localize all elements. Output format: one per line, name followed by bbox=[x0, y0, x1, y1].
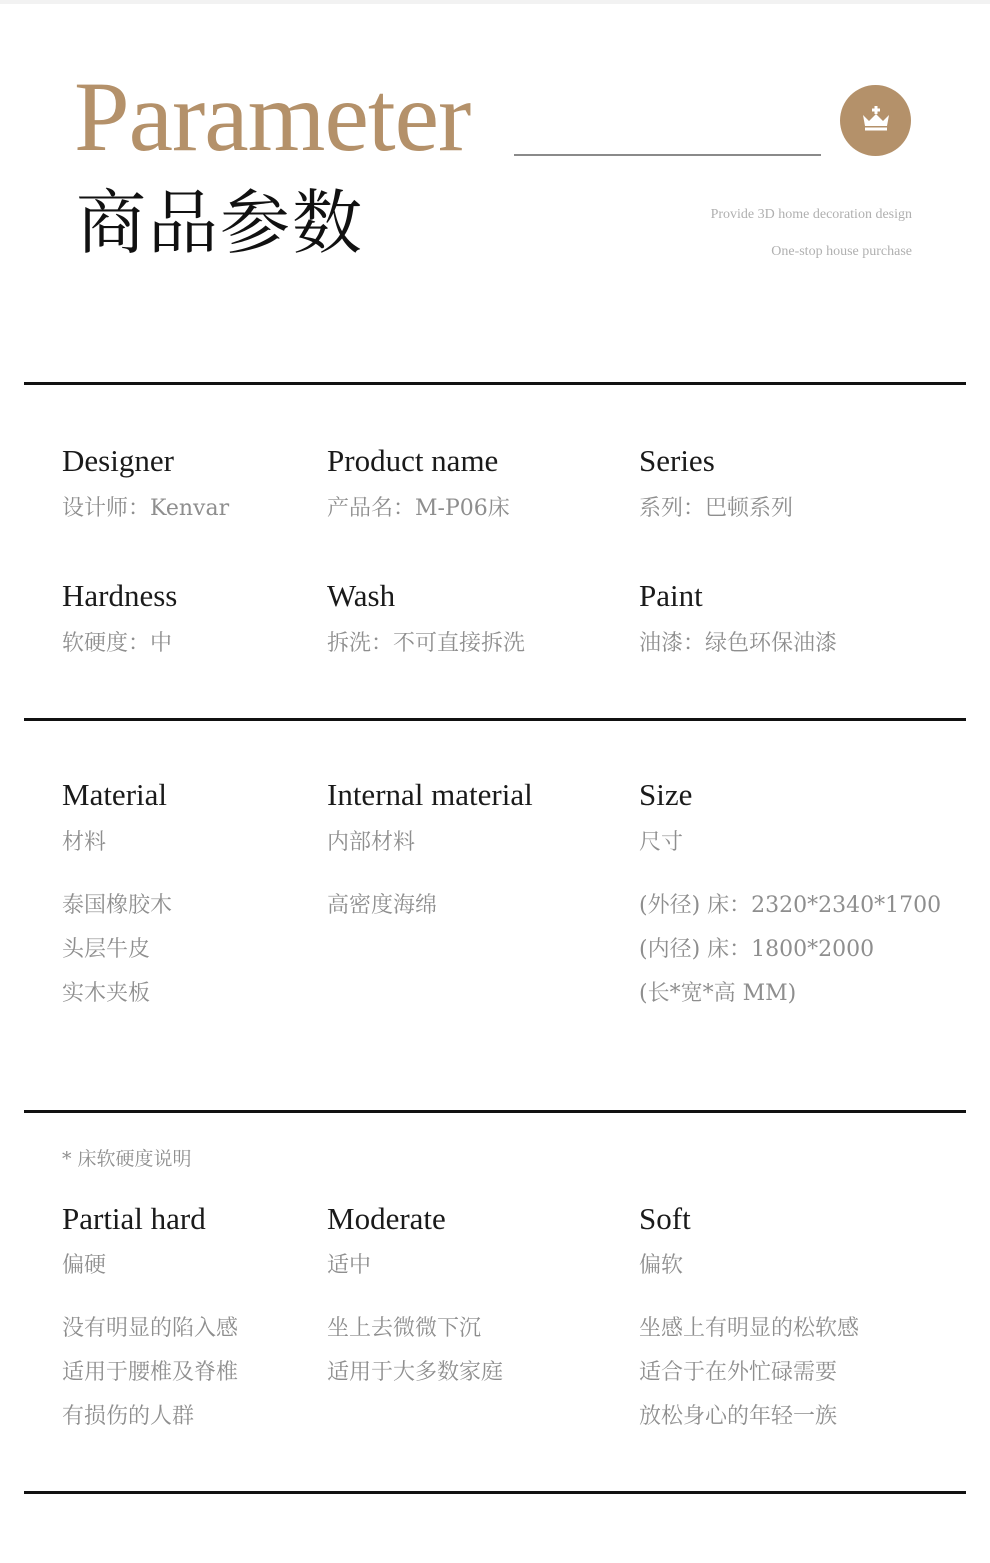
hardness-line: 放松身心的年轻一族 bbox=[639, 1404, 838, 1429]
hardness-level-lines bbox=[62, 1307, 238, 1439]
crown-icon bbox=[861, 106, 891, 136]
divider bbox=[24, 1110, 966, 1113]
internal-material-lines bbox=[327, 884, 437, 928]
param-value: 油漆：绿色环保油漆 bbox=[639, 631, 838, 656]
size-sub: 尺寸 bbox=[639, 830, 684, 855]
size-label: Size bbox=[639, 777, 693, 812]
hardness-line: 适合于在外忙碌需要 bbox=[639, 1360, 838, 1385]
hardness-note: * 床软硬度说明 bbox=[62, 1148, 192, 1170]
title-underline bbox=[514, 154, 821, 156]
hardness-level-label: Soft bbox=[639, 1201, 691, 1236]
param-label: Paint bbox=[639, 578, 703, 613]
param-label: Designer bbox=[62, 443, 174, 478]
hardness-level-sub: 偏软 bbox=[639, 1253, 684, 1278]
size-line: (外径) 床：2320*2340*1700 bbox=[639, 893, 942, 918]
hardness-level-sub: 适中 bbox=[327, 1253, 372, 1278]
page-title-english: Parameter bbox=[74, 61, 471, 172]
hardness-level-label: Moderate bbox=[327, 1201, 446, 1236]
internal-material-label: Internal material bbox=[327, 777, 533, 812]
param-value: 拆洗：不可直接拆洗 bbox=[327, 631, 526, 656]
hardness-line: 坐上去微微下沉 bbox=[327, 1316, 482, 1341]
size-line: (内径) 床：1800*2000 bbox=[639, 937, 875, 962]
param-label: Series bbox=[639, 443, 715, 478]
param-value: 系列：巴顿系列 bbox=[639, 496, 794, 521]
hardness-level-sub: 偏硬 bbox=[62, 1253, 107, 1278]
material-sub: 材料 bbox=[62, 830, 107, 855]
divider bbox=[24, 382, 966, 385]
top-strip bbox=[0, 0, 990, 4]
param-label: Hardness bbox=[62, 578, 178, 613]
hardness-level-lines bbox=[327, 1307, 503, 1395]
size-line: (长*宽*高 MM) bbox=[639, 981, 797, 1006]
hardness-level-lines bbox=[639, 1307, 859, 1439]
param-label: Product name bbox=[327, 443, 499, 478]
material-line: 高密度海绵 bbox=[327, 893, 438, 918]
param-value: 产品名：M-P06床 bbox=[327, 496, 510, 521]
hardness-line: 适用于腰椎及脊椎 bbox=[62, 1360, 239, 1385]
material-line: 头层牛皮 bbox=[62, 937, 151, 962]
material-line: 泰国橡胶木 bbox=[62, 893, 173, 918]
param-value: 软硬度：中 bbox=[62, 631, 173, 656]
material-lines bbox=[62, 884, 172, 1016]
hardness-level-label: Partial hard bbox=[62, 1201, 206, 1236]
tagline-purchase: One-stop house purchase bbox=[771, 244, 912, 259]
divider bbox=[24, 718, 966, 721]
hardness-line: 坐感上有明显的松软感 bbox=[639, 1316, 860, 1341]
crown-badge bbox=[840, 85, 911, 156]
internal-material-sub: 内部材料 bbox=[327, 830, 416, 855]
hardness-line: 适用于大多数家庭 bbox=[327, 1360, 504, 1385]
material-label: Material bbox=[62, 777, 168, 812]
param-value: 设计师：Kenvar bbox=[62, 496, 230, 521]
page-title-chinese: 商品参数 bbox=[76, 182, 364, 264]
divider bbox=[24, 1491, 966, 1494]
material-line: 实木夹板 bbox=[62, 981, 151, 1006]
param-label: Wash bbox=[327, 578, 396, 613]
hardness-line: 有损伤的人群 bbox=[62, 1404, 195, 1429]
hardness-line: 没有明显的陷入感 bbox=[62, 1316, 239, 1341]
tagline-design: Provide 3D home decoration design bbox=[710, 207, 912, 222]
size-lines bbox=[639, 884, 941, 1016]
